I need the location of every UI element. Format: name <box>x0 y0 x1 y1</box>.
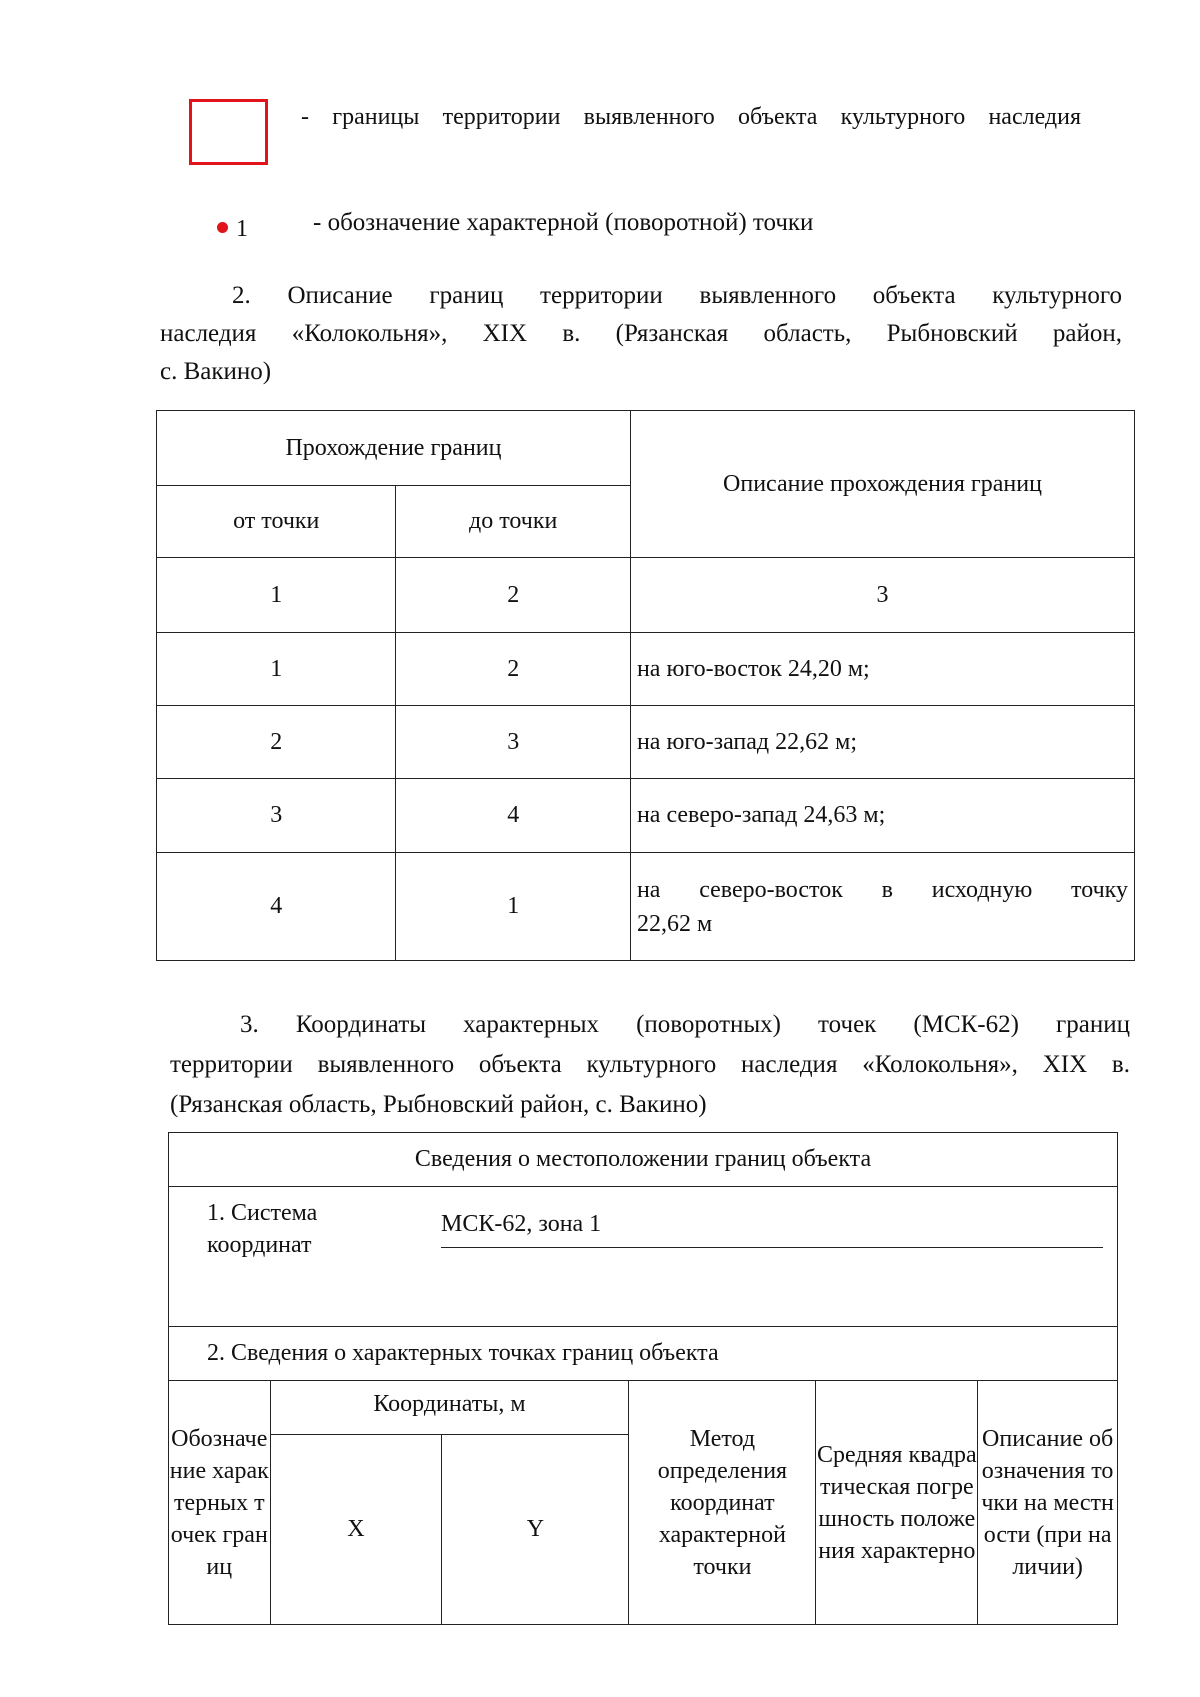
system-label: 1. Система координат <box>207 1200 318 1258</box>
from-cell: 1 <box>157 633 396 706</box>
table-row <box>157 706 1135 779</box>
table-row <box>157 779 1135 853</box>
point-legend-text: - обозначение характерной (поворотной) точки <box>313 209 814 236</box>
section3-heading-line1: 3. Координаты характерных (поворотных) точек (МСК-62) границ <box>240 1011 1130 1038</box>
col-designation: Обозначение характерных точек границ <box>169 1381 271 1625</box>
section2-heading-line2: наследия «Колокольня», XIX в. (Рязанская область, Рыбновский район, <box>160 320 1122 347</box>
from-cell: 4 <box>157 853 396 961</box>
section2-heading <box>160 277 1122 391</box>
col-number-cell: 1 <box>157 558 396 633</box>
col-coords: Координаты, м <box>270 1381 629 1435</box>
to-cell: 1 <box>396 853 630 961</box>
description-line1: на северо-восток в исходную точку <box>636 876 1128 903</box>
section3-heading <box>170 1005 1130 1125</box>
col-x: X <box>270 1435 442 1625</box>
from-cell: 3 <box>157 779 396 853</box>
col-number-cell: 2 <box>396 558 630 633</box>
table-row <box>157 633 1135 706</box>
description-cell: на юго-восток 24,20 м; <box>630 633 1134 706</box>
section2-heading-line1: 2. Описание границ территории выявленного объекта культурного <box>232 282 1122 309</box>
point-legend-number: 1 <box>236 216 248 242</box>
table2-title: Сведения о местоположении границ объекта <box>169 1133 1118 1187</box>
description-cell <box>630 853 1134 961</box>
col-desc: Описание обозначения точки на местности (при наличии) <box>978 1381 1118 1625</box>
description-cell: на юго-запад 22,62 м; <box>630 706 1134 779</box>
section2-heading-line3: с. Вакино) <box>160 358 272 385</box>
header-description: Описание прохождения границ <box>630 411 1134 558</box>
header-to: до точки <box>396 486 630 558</box>
boundary-legend-symbol <box>189 99 268 165</box>
boundary-legend-label: - границы территории выявленного объекта культурного наследия <box>301 104 1081 130</box>
coordinates-table <box>168 1132 1118 1625</box>
table-row <box>157 853 1135 961</box>
from-cell: 2 <box>157 706 396 779</box>
to-cell: 3 <box>396 706 630 779</box>
section3-heading-line3: (Рязанская область, Рыбновский район, с. Вакино) <box>170 1091 707 1118</box>
points-label: 2. Сведения о характерных точках границ объекта <box>169 1327 1118 1381</box>
boundary-description-table <box>156 410 1135 961</box>
system-row <box>169 1187 1118 1327</box>
header-from: от точки <box>157 486 396 558</box>
col-method: Метод определения координат характерной точки <box>629 1381 816 1625</box>
section3-heading-line2: территории выявленного объекта культурного наследия «Колокольня», XIX в. <box>170 1051 1130 1078</box>
col-y: Y <box>442 1435 629 1625</box>
col-error: Средняя квадратическая погрешность положения характерно <box>816 1381 978 1625</box>
header-passage: Прохождение границ <box>157 411 631 486</box>
system-value: МСК-62, зона 1 <box>441 1211 1103 1248</box>
table-row <box>157 558 1135 633</box>
description-cell: на северо-запад 24,63 м; <box>630 779 1134 853</box>
point-legend-symbol <box>217 222 228 233</box>
description-line2: 22,62 м <box>636 910 713 937</box>
to-cell: 4 <box>396 779 630 853</box>
col-number-cell: 3 <box>630 558 1134 633</box>
boundary-legend-text <box>301 96 1081 138</box>
to-cell: 2 <box>396 633 630 706</box>
